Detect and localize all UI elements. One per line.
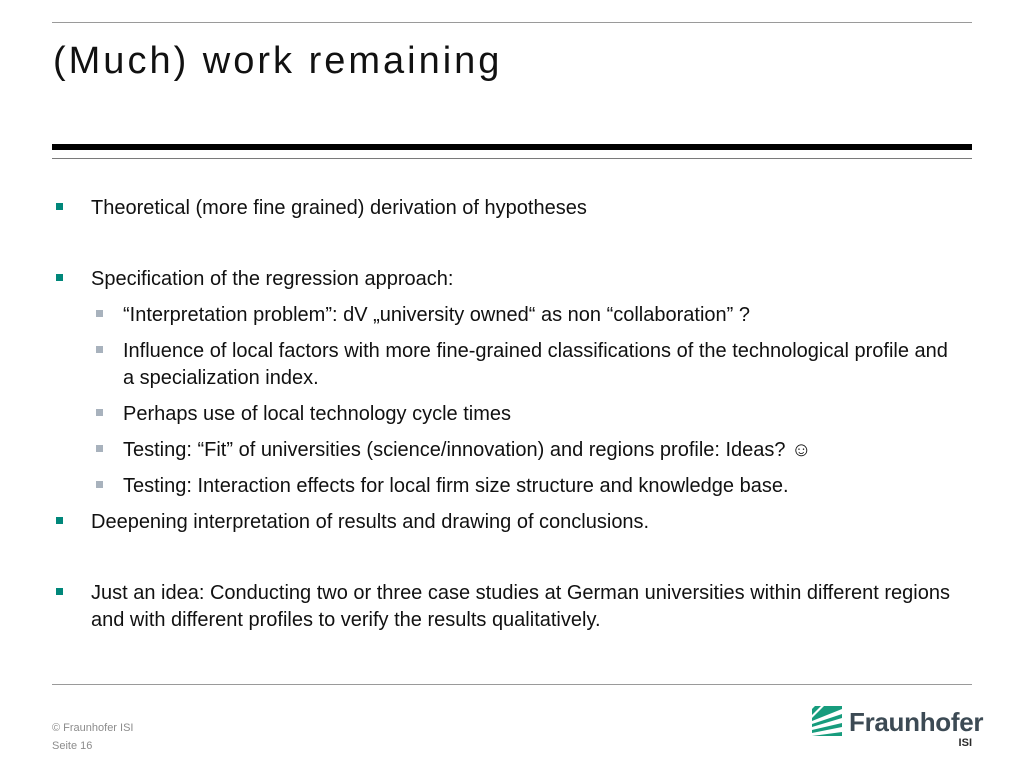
bullet-marker bbox=[56, 203, 63, 210]
title-thick-divider bbox=[52, 144, 972, 150]
bullet-item bbox=[91, 195, 961, 222]
sub-bullet-marker bbox=[96, 409, 103, 416]
fraunhofer-logo-mark-icon bbox=[812, 706, 842, 736]
bullet-item bbox=[91, 580, 961, 634]
sub-bullet-marker bbox=[96, 346, 103, 353]
sub-bullet-text: Testing: “Fit” of universities (science/innovation) and regions profile: Ideas? ☺ bbox=[123, 439, 812, 461]
footer-page-number: Seite 16 bbox=[52, 740, 93, 752]
sub-bullet-item bbox=[123, 338, 963, 392]
sub-bullet-text: Influence of local factors with more fine-grained classifications of the technological profile and a specialization index. bbox=[123, 340, 948, 389]
bullet-text: Theoretical (more fine grained) derivation of hypotheses bbox=[91, 197, 587, 219]
top-divider bbox=[52, 22, 972, 23]
sub-bullet-item bbox=[123, 302, 963, 329]
sub-bullet-marker bbox=[96, 445, 103, 452]
bullet-text: Just an idea: Conducting two or three case studies at German universities within different regions and with different profiles to verify the results qualitatively. bbox=[91, 582, 950, 631]
logo-wordmark: Fraunhofer bbox=[849, 707, 984, 737]
bullet-marker bbox=[56, 274, 63, 281]
bullet-marker bbox=[56, 517, 63, 524]
sub-bullet-text: Testing: Interaction effects for local firm size structure and knowledge base. bbox=[123, 475, 789, 497]
logo-institute: ISI bbox=[958, 737, 972, 749]
slide-title: (Much) work remaining bbox=[53, 40, 503, 82]
title-thin-divider bbox=[52, 158, 972, 159]
footer-copyright: © Fraunhofer ISI bbox=[52, 722, 134, 734]
sub-bullet-marker bbox=[96, 310, 103, 317]
bullet-item bbox=[91, 266, 961, 293]
bullet-text: Deepening interpretation of results and drawing of conclusions. bbox=[91, 511, 650, 533]
fraunhofer-logo bbox=[812, 704, 984, 752]
bullet-item bbox=[91, 509, 961, 536]
sub-bullet-marker bbox=[96, 481, 103, 488]
sub-bullet-text: “Interpretation problem”: dV „university owned“ as non “collaboration” ? bbox=[123, 304, 750, 326]
sub-bullet-item bbox=[123, 437, 963, 464]
sub-bullet-item bbox=[123, 473, 963, 500]
sub-bullet-item bbox=[123, 401, 963, 428]
footer-divider bbox=[52, 684, 972, 685]
sub-bullet-text: Perhaps use of local technology cycle times bbox=[123, 403, 511, 425]
bullet-text: Specification of the regression approach: bbox=[91, 268, 454, 290]
bullet-marker bbox=[56, 588, 63, 595]
